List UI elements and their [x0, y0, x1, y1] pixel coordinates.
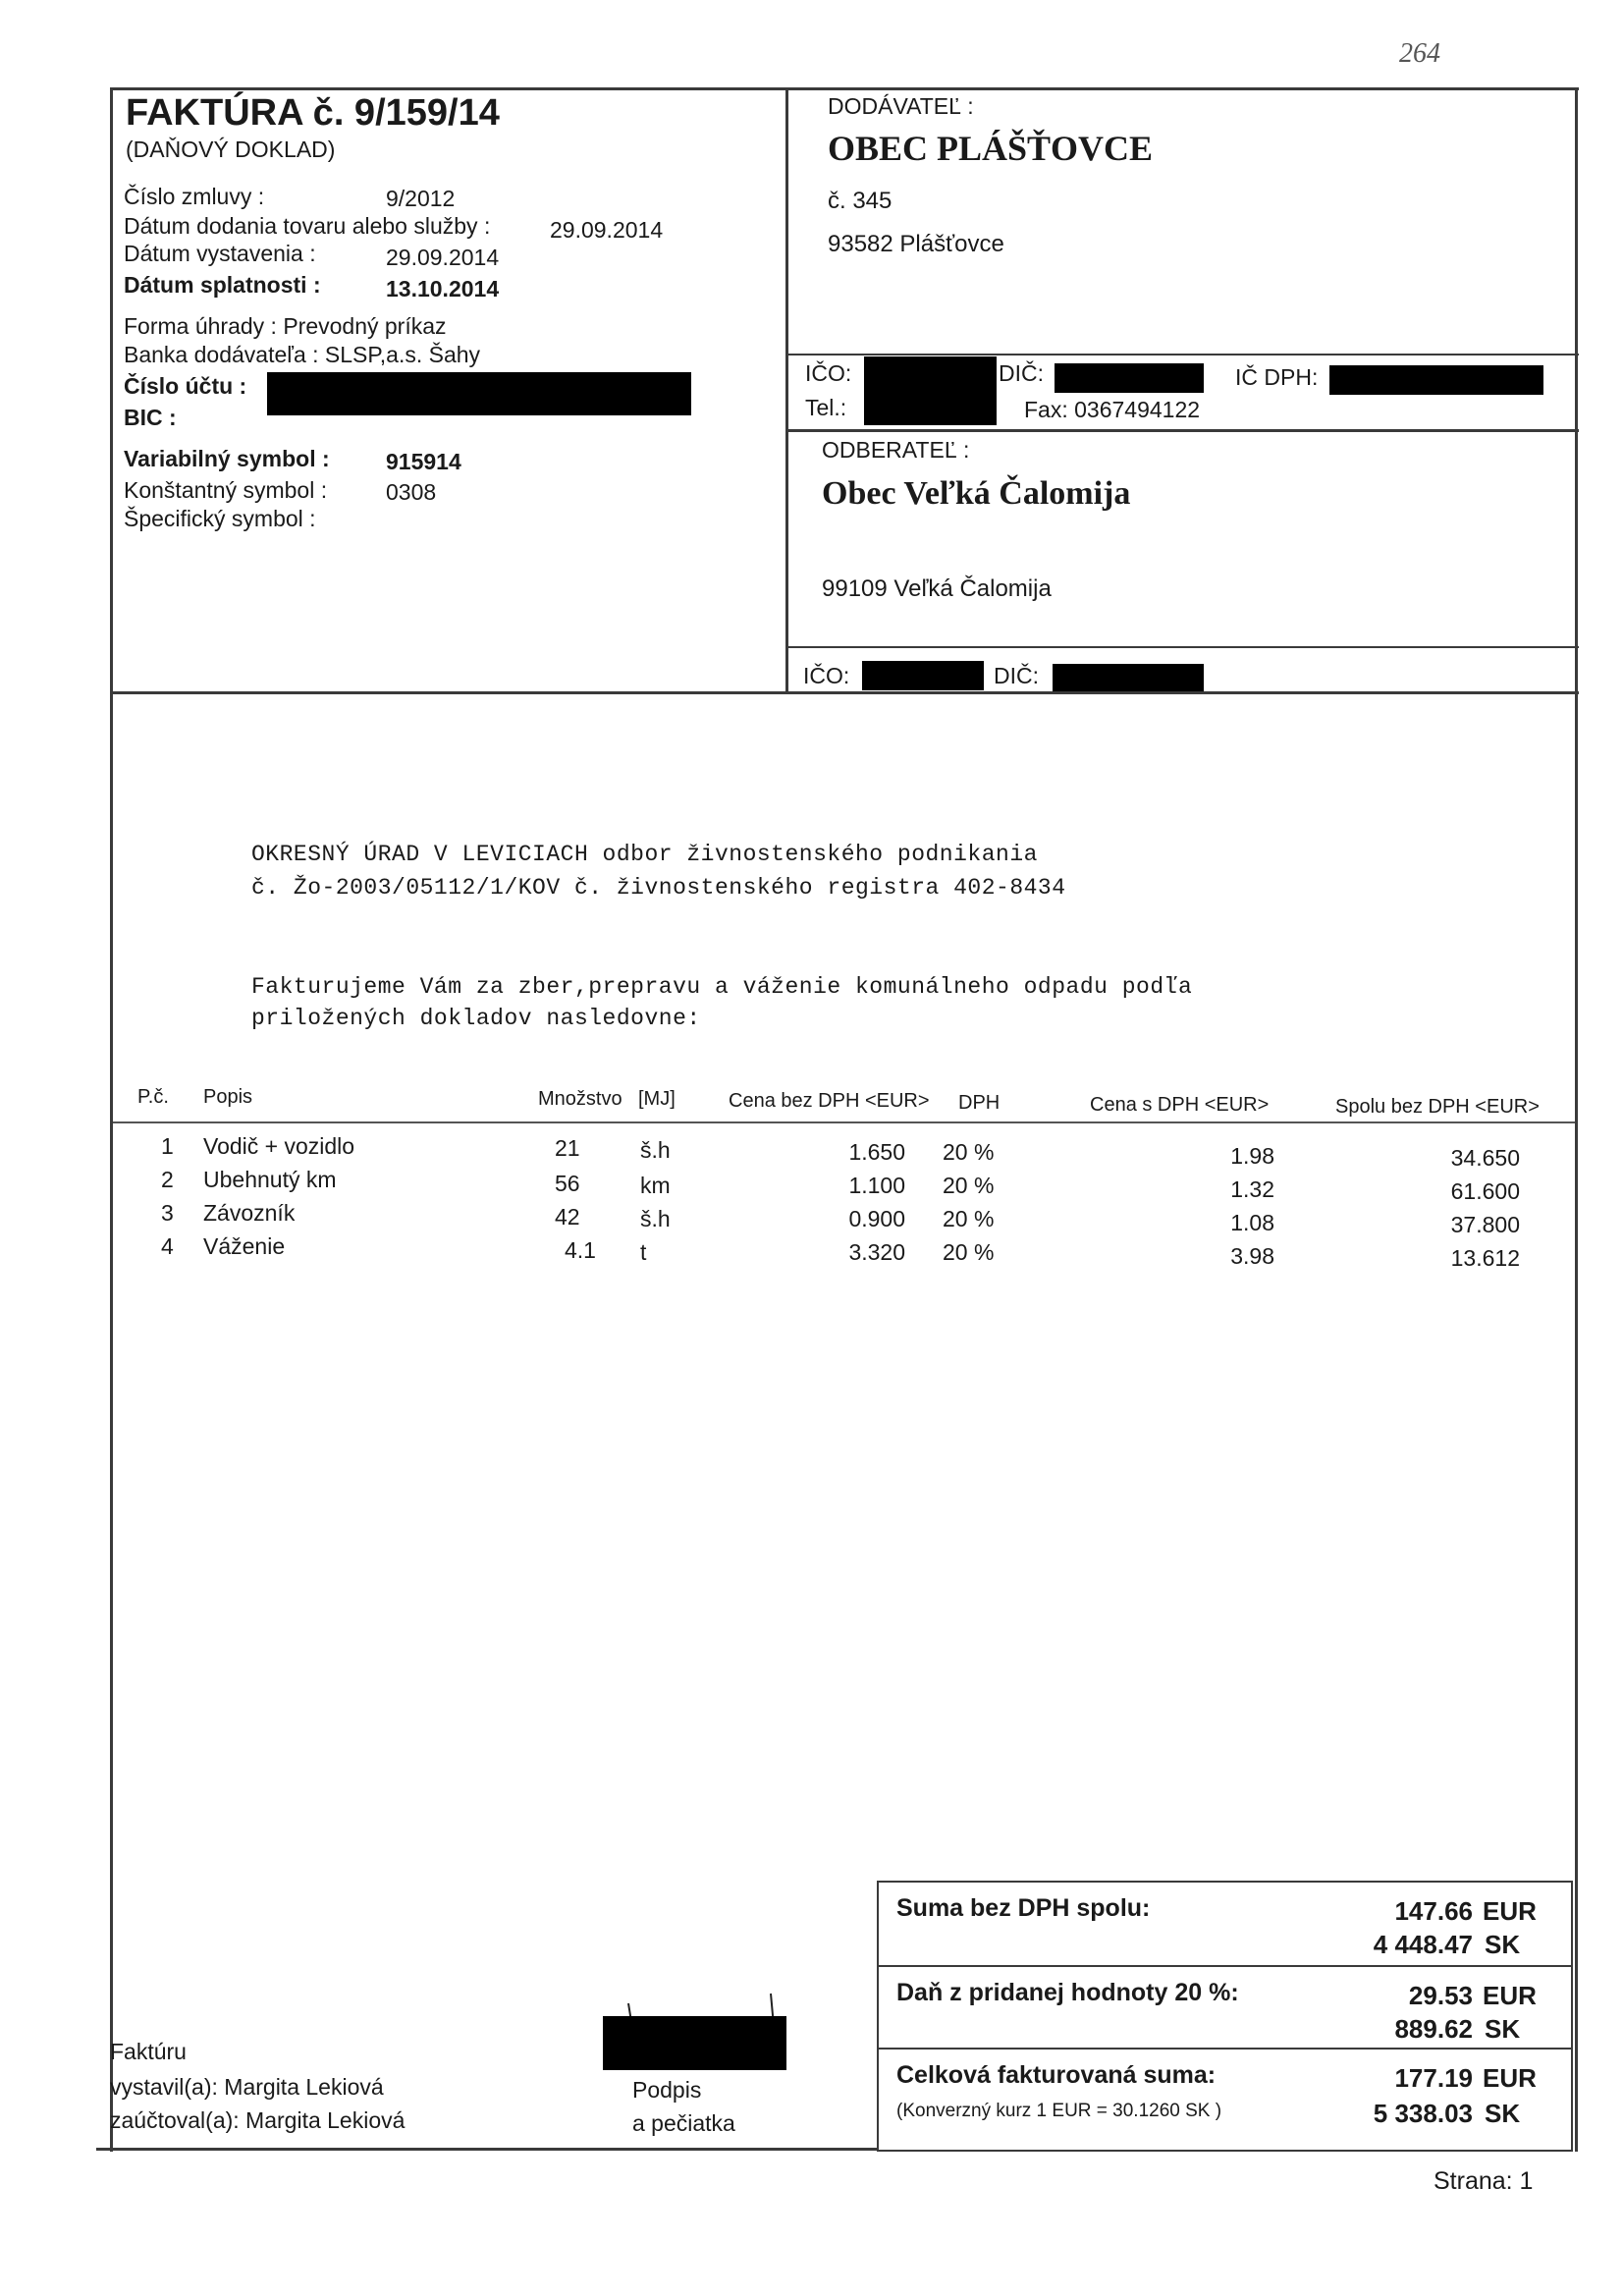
row-2-pc: 2: [161, 1167, 174, 1192]
intro-line-2: priložených dokladov nasledovne:: [251, 1006, 701, 1031]
customer-ico-redaction: [862, 661, 984, 690]
row-3-total: 37.800: [1450, 1212, 1520, 1237]
delivery-date-value: 29.09.2014: [550, 217, 664, 243]
row-4-qty: 4.1: [565, 1237, 596, 1263]
customer-dic-label: DIČ:: [994, 663, 1039, 688]
row-4-price-vat: 3.98: [1230, 1243, 1274, 1269]
frame-right: [1575, 87, 1578, 2152]
row-3-desc: Závozník: [203, 1200, 296, 1226]
signature-label-2: a pečiatka: [632, 2110, 735, 2136]
frame-header-bottom: [110, 691, 1579, 694]
account-number-redaction: [267, 372, 691, 415]
constant-symbol-value: 0308: [386, 479, 437, 505]
footer-posted-by: zaúčtoval(a): Margita Lekiová: [110, 2107, 406, 2133]
row-3-qty: 42: [555, 1204, 580, 1230]
row-1-price-vat: 1.98: [1230, 1143, 1274, 1169]
row-3-unit: š.h: [640, 1206, 671, 1231]
row-2-qty: 56: [555, 1171, 580, 1196]
net-eur: 147.66: [1394, 1896, 1473, 1926]
specific-symbol-label: Špecifický symbol :: [124, 506, 316, 531]
customer-city: 99109 Veľká Čalomija: [822, 575, 1052, 602]
supplier-dic-label: DIČ:: [999, 360, 1044, 386]
registration-line-2: č. Žo-2003/05112/1/KOV č. živnostenského registra 402-8434: [251, 875, 1066, 901]
row-4-vat: 20 %: [943, 1239, 995, 1265]
row-2-total: 61.600: [1450, 1178, 1520, 1204]
summary-divider-1: [877, 1965, 1573, 1967]
page-mark: 264: [1399, 38, 1440, 69]
total-eur-currency: EUR: [1483, 2063, 1537, 2093]
supplier-contact-divider: [785, 354, 1579, 355]
vat-sk: 889.62: [1394, 2014, 1473, 2044]
signature-redaction: [603, 2016, 786, 2070]
supplier-ico-redaction: [864, 356, 997, 425]
header-pc: P.č.: [137, 1086, 169, 1108]
net-sk: 4 448.47: [1373, 1930, 1473, 1959]
row-1-vat: 20 %: [943, 1139, 995, 1165]
row-3-price: 0.900: [848, 1206, 905, 1231]
net-sk-currency: SK: [1485, 1930, 1521, 1959]
frame-bottom-left: [96, 2148, 878, 2151]
header-unit: [MJ]: [638, 1088, 676, 1110]
footer-issued-by: vystavil(a): Margita Lekiová: [110, 2074, 384, 2100]
invoice-subtitle: (DAŇOVÝ DOKLAD): [126, 137, 336, 162]
frame-middle-vertical: [785, 87, 788, 693]
header-price: Cena bez DPH <EUR>: [729, 1090, 930, 1112]
header-vat: DPH: [958, 1092, 1001, 1114]
issue-date-value: 29.09.2014: [386, 245, 500, 270]
row-1-desc: Vodič + vozidlo: [203, 1133, 355, 1159]
supplier-dic-redaction: [1055, 363, 1204, 393]
registration-line-1: OKRESNÝ ÚRAD V LEVICIACH odbor živnostenského podnikania: [251, 842, 1038, 867]
page-number: Strana: 1: [1434, 2167, 1534, 2195]
customer-ico-label: IČO:: [803, 663, 850, 688]
row-1-pc: 1: [161, 1133, 174, 1159]
row-3-vat: 20 %: [943, 1206, 995, 1231]
supplier-bank: Banka dodávateľa : SLSP,a.s. Šahy: [124, 342, 481, 367]
row-2-unit: km: [640, 1173, 671, 1198]
supplier-icdph-label: IČ DPH:: [1235, 364, 1319, 390]
total-sk-currency: SK: [1485, 2099, 1521, 2128]
header-desc: Popis: [203, 1086, 253, 1108]
invoice-title: FAKTÚRA č. 9/159/14: [126, 92, 500, 134]
customer-ico-divider: [785, 646, 1579, 648]
supplier-heading: DODÁVATEĽ :: [828, 93, 974, 119]
constant-symbol-label: Konštantný symbol :: [124, 477, 328, 503]
net-label: Suma bez DPH spolu:: [896, 1894, 1151, 1922]
row-4-total: 13.612: [1450, 1245, 1520, 1271]
payment-form: Forma úhrady : Prevodný príkaz: [124, 313, 447, 339]
conversion-rate-note: (Konverzný kurz 1 EUR = 30.1260 SK ): [896, 2101, 1222, 2121]
vat-eur-currency: EUR: [1483, 1981, 1537, 2010]
row-2-price: 1.100: [848, 1173, 905, 1198]
table-header-divider: [113, 1121, 1575, 1123]
supplier-customer-divider: [785, 429, 1579, 432]
supplier-street: č. 345: [828, 188, 893, 214]
supplier-name: OBEC PLÁŠŤOVCE: [828, 129, 1154, 168]
row-2-vat: 20 %: [943, 1173, 995, 1198]
vat-eur: 29.53: [1408, 1981, 1473, 2010]
row-4-pc: 4: [161, 1233, 174, 1259]
customer-heading: ODBERATEĽ :: [822, 437, 970, 463]
footer-invoice-label: Faktúru: [110, 2039, 187, 2064]
header-price-vat: Cena s DPH <EUR>: [1090, 1094, 1270, 1116]
frame-left: [110, 87, 113, 2152]
frame-top: [110, 87, 1579, 90]
variable-symbol-label: Variabilný symbol :: [124, 446, 330, 471]
due-date-value: 13.10.2014: [386, 276, 500, 301]
customer-dic-redaction: [1053, 664, 1204, 691]
total-eur: 177.19: [1394, 2063, 1473, 2093]
customer-name: Obec Veľká Čalomija: [822, 475, 1131, 512]
total-label: Celková fakturovaná suma:: [896, 2061, 1217, 2089]
variable-symbol-value: 915914: [386, 449, 461, 474]
bic-label: BIC :: [124, 405, 177, 430]
intro-line-1: Fakturujeme Vám za zber,prepravu a váženie komunálneho odpadu podľa: [251, 974, 1193, 1000]
due-date-label: Dátum splatnosti :: [124, 272, 321, 298]
signature-label-1: Podpis: [632, 2077, 702, 2103]
supplier-ico-label: IČO:: [805, 360, 852, 386]
row-3-pc: 3: [161, 1200, 174, 1226]
row-4-desc: Váženie: [203, 1233, 286, 1259]
row-4-price: 3.320: [848, 1239, 905, 1265]
header-total: Spolu bez DPH <EUR>: [1335, 1096, 1540, 1118]
row-2-desc: Ubehnutý km: [203, 1167, 337, 1192]
row-1-total: 34.650: [1450, 1145, 1520, 1171]
row-1-qty: 21: [555, 1135, 580, 1161]
contract-label: Číslo zmluvy :: [124, 184, 265, 209]
net-eur-currency: EUR: [1483, 1896, 1537, 1926]
contract-value: 9/2012: [386, 186, 456, 211]
issue-date-label: Dátum vystavenia :: [124, 241, 316, 266]
supplier-fax: Fax: 0367494122: [1024, 397, 1201, 422]
supplier-city: 93582 Plášťovce: [828, 231, 1004, 257]
total-sk: 5 338.03: [1373, 2099, 1473, 2128]
row-2-price-vat: 1.32: [1230, 1176, 1274, 1202]
header-qty: Množstvo: [538, 1088, 622, 1110]
row-4-unit: t: [640, 1239, 647, 1265]
row-3-price-vat: 1.08: [1230, 1210, 1274, 1235]
summary-divider-2: [877, 2048, 1573, 2050]
delivery-date-label: Dátum dodania tovaru alebo služby :: [124, 213, 491, 239]
vat-label: Daň z pridanej hodnoty 20 %:: [896, 1979, 1239, 2006]
row-1-unit: š.h: [640, 1137, 671, 1163]
supplier-tel-label: Tel.:: [805, 395, 847, 420]
row-1-price: 1.650: [848, 1139, 905, 1165]
account-number-label: Číslo účtu :: [124, 373, 247, 399]
vat-sk-currency: SK: [1485, 2014, 1521, 2044]
supplier-icdph-redaction: [1329, 365, 1543, 395]
